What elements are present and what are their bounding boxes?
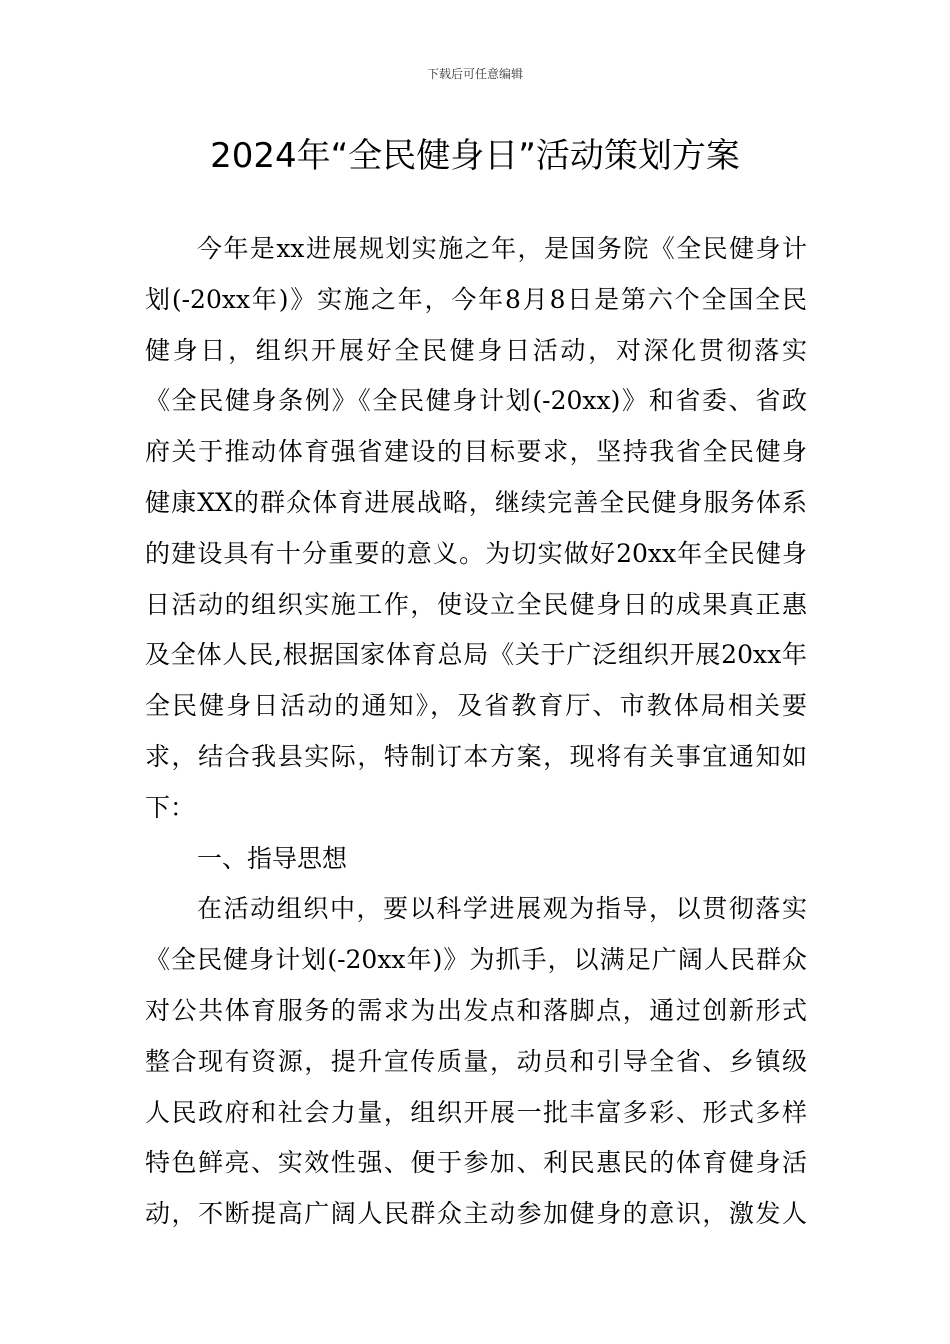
paragraph-line: 对公共体育服务的需求为出发点和落脚点，通过创新形式 bbox=[145, 995, 807, 1025]
paragraph-line: 划(-20xx年)》实施之年，今年8月8日是第六个全国全民 bbox=[145, 284, 807, 314]
paragraph-line: 《全民健身条例》《全民健身计划(-20xx)》和省委、省政 bbox=[145, 386, 807, 416]
document-title: 2024年“全民健身日”活动策划方案 bbox=[210, 136, 740, 176]
paragraph-line: 特色鲜亮、实效性强、便于参加、利民惠民的体育健身活 bbox=[145, 1148, 807, 1178]
paragraph-line: 人民政府和社会力量，组织开展一批丰富多彩、形式多样 bbox=[145, 1097, 807, 1127]
paragraph-line: 今年是xx进展规划实施之年，是国务院《全民健身计 bbox=[197, 234, 807, 263]
paragraph-line: 健身日，组织开展好全民健身日活动，对深化贯彻落实 bbox=[145, 335, 807, 365]
paragraph-line: 健康XX的群众体育进展战略，继续完善全民健身服务体系 bbox=[145, 487, 807, 517]
paragraph-line: 在活动组织中，要以科学进展观为指导，以贯彻落实 bbox=[197, 894, 807, 924]
paragraph-line: 日活动的组织实施工作，使设立全民健身日的成果真正惠 bbox=[145, 589, 807, 619]
paragraph-line: 及全体人民,根据国家体育总局《关于广泛组织开展20xx年 bbox=[145, 640, 807, 670]
paragraph-line: 下： bbox=[145, 792, 196, 822]
paragraph-line: 整合现有资源，提升宣传质量，动员和引导全省、乡镇级 bbox=[145, 1046, 807, 1076]
section-heading: 一、指导思想 bbox=[197, 843, 348, 873]
paragraph-line: 动，不断提高广阔人民群众主动参加健身的意识，激发人 bbox=[145, 1199, 807, 1229]
paragraph-line: 的建设具有十分重要的意义。为切实做好20xx年全民健身 bbox=[145, 538, 807, 568]
document-body bbox=[145, 228, 807, 1244]
header-note: 下载后可任意编辑 bbox=[426, 67, 523, 81]
paragraph-line: 府关于推动体育强省建设的目标要求，坚持我省全民健身 bbox=[145, 437, 807, 467]
paragraph-line: 《全民健身计划(-20xx年)》为抓手，以满足广阔人民群众 bbox=[145, 945, 807, 975]
paragraph-line: 全民健身日活动的通知》，及省教育厅、市教体局相关要 bbox=[145, 691, 807, 721]
paragraph-line: 求，结合我县实际，特制订本方案，现将有关事宜通知如 bbox=[145, 741, 807, 771]
